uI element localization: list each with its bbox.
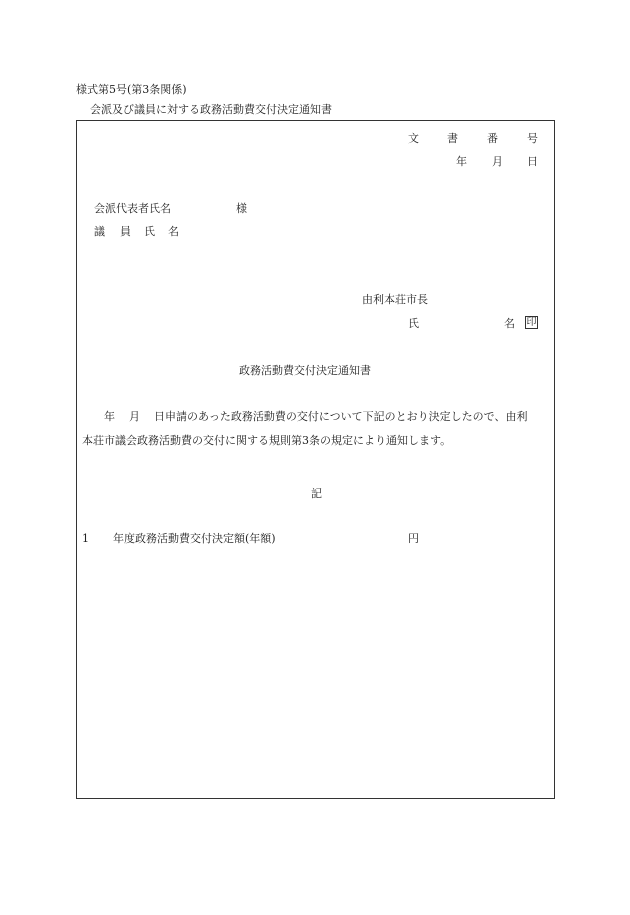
recipient-representative-label: 会派代表者氏名 (94, 202, 171, 215)
notice-title: 政務活動費交付決定通知書 (239, 364, 371, 377)
body-line1-text: 日申請のあった政務活動費の交付について下記のとおり決定したので、由利 (154, 410, 528, 423)
sender-name-char: 氏 (408, 317, 419, 330)
form-frame (76, 120, 555, 799)
member-label-char: 員 (120, 225, 131, 238)
form-label: 様式第5号(第3条関係) (76, 83, 187, 96)
member-label-char: 氏 (144, 225, 155, 238)
recipient-honorific: 様 (236, 202, 247, 215)
body-line-2: 本荘市議会政務活動費の交付に関する規則第3条の規定により通知します。 (82, 434, 452, 447)
seal-mark: 印 (526, 316, 537, 328)
member-label-char: 議 (94, 225, 105, 238)
item-label: 年度政務活動費交付決定額(年額) (113, 532, 276, 545)
form-title: 会派及び議員に対する政務活動費交付決定通知書 (90, 103, 332, 116)
body-line-1 (82, 411, 527, 422)
ki-heading: 記 (311, 487, 322, 500)
doc-number-char: 書 (447, 132, 458, 145)
sender-name-char: 名 (504, 317, 515, 330)
member-label-char: 名 (168, 225, 179, 238)
doc-number-char: 文 (408, 132, 419, 145)
doc-number-char: 番 (487, 132, 498, 145)
sender-title: 由利本荘市長 (362, 293, 428, 306)
body-year-char: 年 (104, 410, 115, 423)
body-month-char: 月 (129, 410, 140, 423)
date-day: 日 (527, 155, 538, 168)
doc-number-char: 号 (527, 132, 538, 145)
item-unit: 円 (408, 532, 419, 545)
date-month: 月 (492, 155, 503, 168)
date-year: 年 (456, 155, 467, 168)
item-number: 1 (82, 532, 89, 545)
